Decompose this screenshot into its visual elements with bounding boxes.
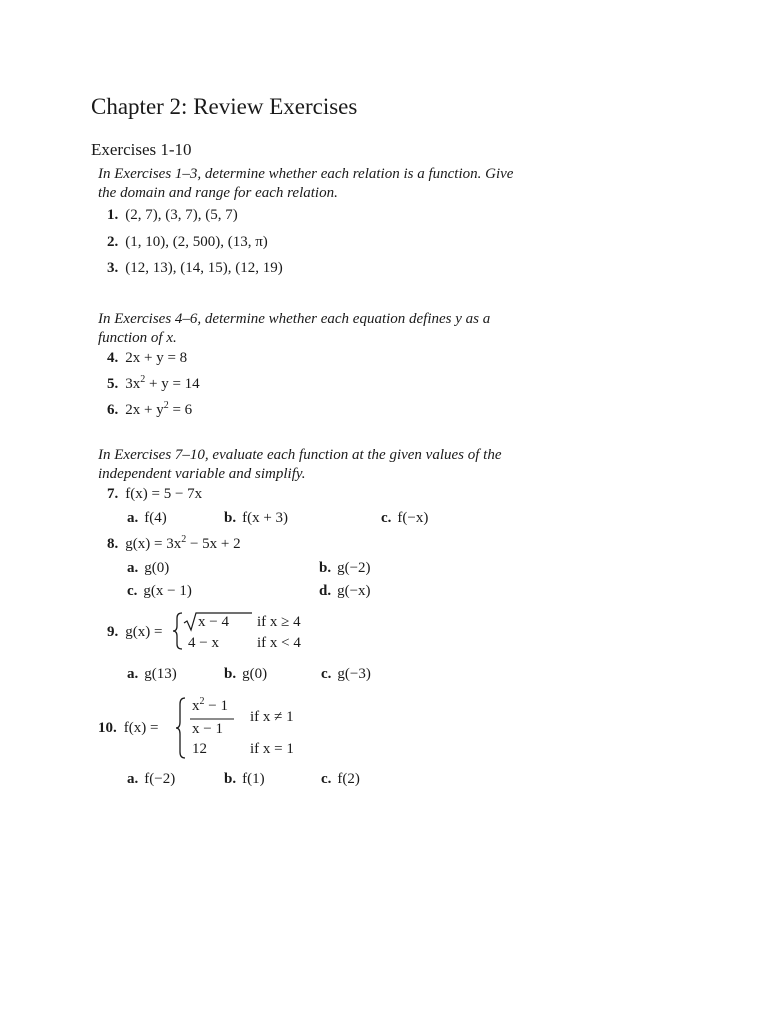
exponent: 2	[181, 534, 187, 545]
exercise-text-post: + y = 14	[145, 376, 200, 392]
instruction-1-3: In Exercises 1–3, determine whether each relation is a function. Give the domain and range for each relation.	[98, 166, 514, 201]
function-lhs: f(x) =	[123, 720, 159, 736]
exercise-10-part-b	[224, 771, 265, 788]
exercise-8-part-a	[127, 560, 169, 577]
part-label: a.	[127, 666, 139, 682]
exercise-text-post: − 5x + 2	[186, 536, 241, 552]
exponent: 2	[140, 374, 146, 385]
piece-2-condition: if x = 1	[250, 741, 294, 757]
exercise-5	[107, 376, 200, 393]
exercise-text-post: = 6	[168, 402, 193, 418]
function-lhs: g(x) =	[125, 624, 163, 640]
exercise-text: f(x) = 5 − 7x	[125, 486, 203, 502]
exercise-9	[107, 624, 162, 641]
exercise-number: 10.	[98, 720, 117, 736]
exercise-text: (2, 7), (3, 7), (5, 7)	[125, 207, 238, 223]
exercise-text-pre: g(x) = 3x	[125, 536, 182, 552]
exercise-4	[107, 350, 187, 367]
exercise-number: 4.	[107, 350, 119, 366]
part-label: b.	[224, 666, 237, 682]
exercise-7-part-a	[127, 510, 167, 527]
instruction-7-10: In Exercises 7–10, evaluate each function at the given values of the independent variable and simplify.	[98, 447, 502, 482]
part-label: a.	[127, 560, 139, 576]
part-text: f(x + 3)	[242, 510, 289, 526]
exercise-number: 8.	[107, 536, 119, 552]
exercise-number: 2.	[107, 234, 119, 250]
part-text: f(1)	[242, 771, 265, 787]
part-label: c.	[321, 666, 332, 682]
exercise-6	[107, 402, 192, 419]
exercise-10-part-c	[321, 771, 360, 788]
part-label: d.	[319, 583, 332, 599]
piece-2-expression: 4 − x	[188, 635, 219, 651]
part-label: b.	[224, 510, 237, 526]
piece-1-condition: if x ≥ 4	[257, 614, 301, 630]
part-text: g(0)	[144, 560, 170, 576]
part-text: f(2)	[337, 771, 360, 787]
instruction-4-6: In Exercises 4–6, determine whether each equation defines y as a function of x.	[98, 311, 491, 346]
piecewise-brace	[172, 612, 184, 650]
exercise-text: (1, 10), (2, 500), (13, π)	[125, 234, 268, 250]
exercise-text: (12, 13), (14, 15), (12, 19)	[125, 260, 283, 276]
fraction-numerator: $x^2 - 1$	[192, 696, 228, 714]
exercise-7-part-c	[381, 510, 428, 527]
exercise-text: 2x + y = 8	[125, 350, 188, 366]
part-label: c.	[321, 771, 332, 787]
part-label: b.	[319, 560, 332, 576]
exercise-10	[98, 720, 158, 737]
exercise-2	[107, 234, 268, 251]
exercise-8-part-b	[319, 560, 371, 577]
exercise-1	[107, 207, 238, 224]
exercise-8-part-c	[127, 583, 192, 600]
exercise-number: 1.	[107, 207, 119, 223]
exercise-8-part-d	[319, 583, 371, 600]
exercise-7	[107, 486, 202, 503]
exercise-8	[107, 536, 241, 553]
exercise-number: 3.	[107, 260, 119, 276]
part-text: g(13)	[144, 666, 177, 682]
exercise-7-part-b	[224, 510, 288, 527]
part-text: g(−x)	[337, 583, 371, 599]
piece-1-expression: x − 4	[198, 614, 229, 630]
exercise-number: 9.	[107, 624, 119, 640]
part-label: c.	[381, 510, 392, 526]
exercise-3	[107, 260, 283, 277]
part-label: b.	[224, 771, 237, 787]
exercise-text-pre: 3x	[125, 376, 141, 392]
part-text: g(0)	[242, 666, 268, 682]
piece-2-condition: if x < 4	[257, 635, 301, 651]
part-text: f(−2)	[144, 771, 176, 787]
exercise-9-part-c	[321, 666, 371, 683]
exponent: 2	[163, 400, 169, 411]
fraction-denominator: x − 1	[192, 721, 223, 737]
exercise-9-part-b	[224, 666, 267, 683]
part-text: f(4)	[144, 510, 167, 526]
part-label: c.	[127, 583, 138, 599]
piece-1-condition: if x ≠ 1	[250, 709, 294, 725]
part-label: a.	[127, 771, 139, 787]
exercise-9-part-a	[127, 666, 177, 683]
piecewise-brace	[175, 697, 187, 759]
exercise-number: 7.	[107, 486, 119, 502]
exercise-text-pre: 2x + y	[125, 402, 164, 418]
part-text: g(−3)	[337, 666, 371, 682]
part-text: g(x − 1)	[143, 583, 192, 599]
fraction-bar	[190, 718, 234, 720]
page-title: Chapter 2: Review Exercises	[91, 94, 358, 119]
exercise-number: 6.	[107, 402, 119, 418]
exercise-10-part-a	[127, 771, 175, 788]
part-text: f(−x)	[397, 510, 429, 526]
section-title: Exercises 1-10	[91, 140, 192, 159]
part-label: a.	[127, 510, 139, 526]
exercise-number: 5.	[107, 376, 119, 392]
piece-2-expression: 12	[192, 741, 207, 757]
part-text: g(−2)	[337, 560, 371, 576]
